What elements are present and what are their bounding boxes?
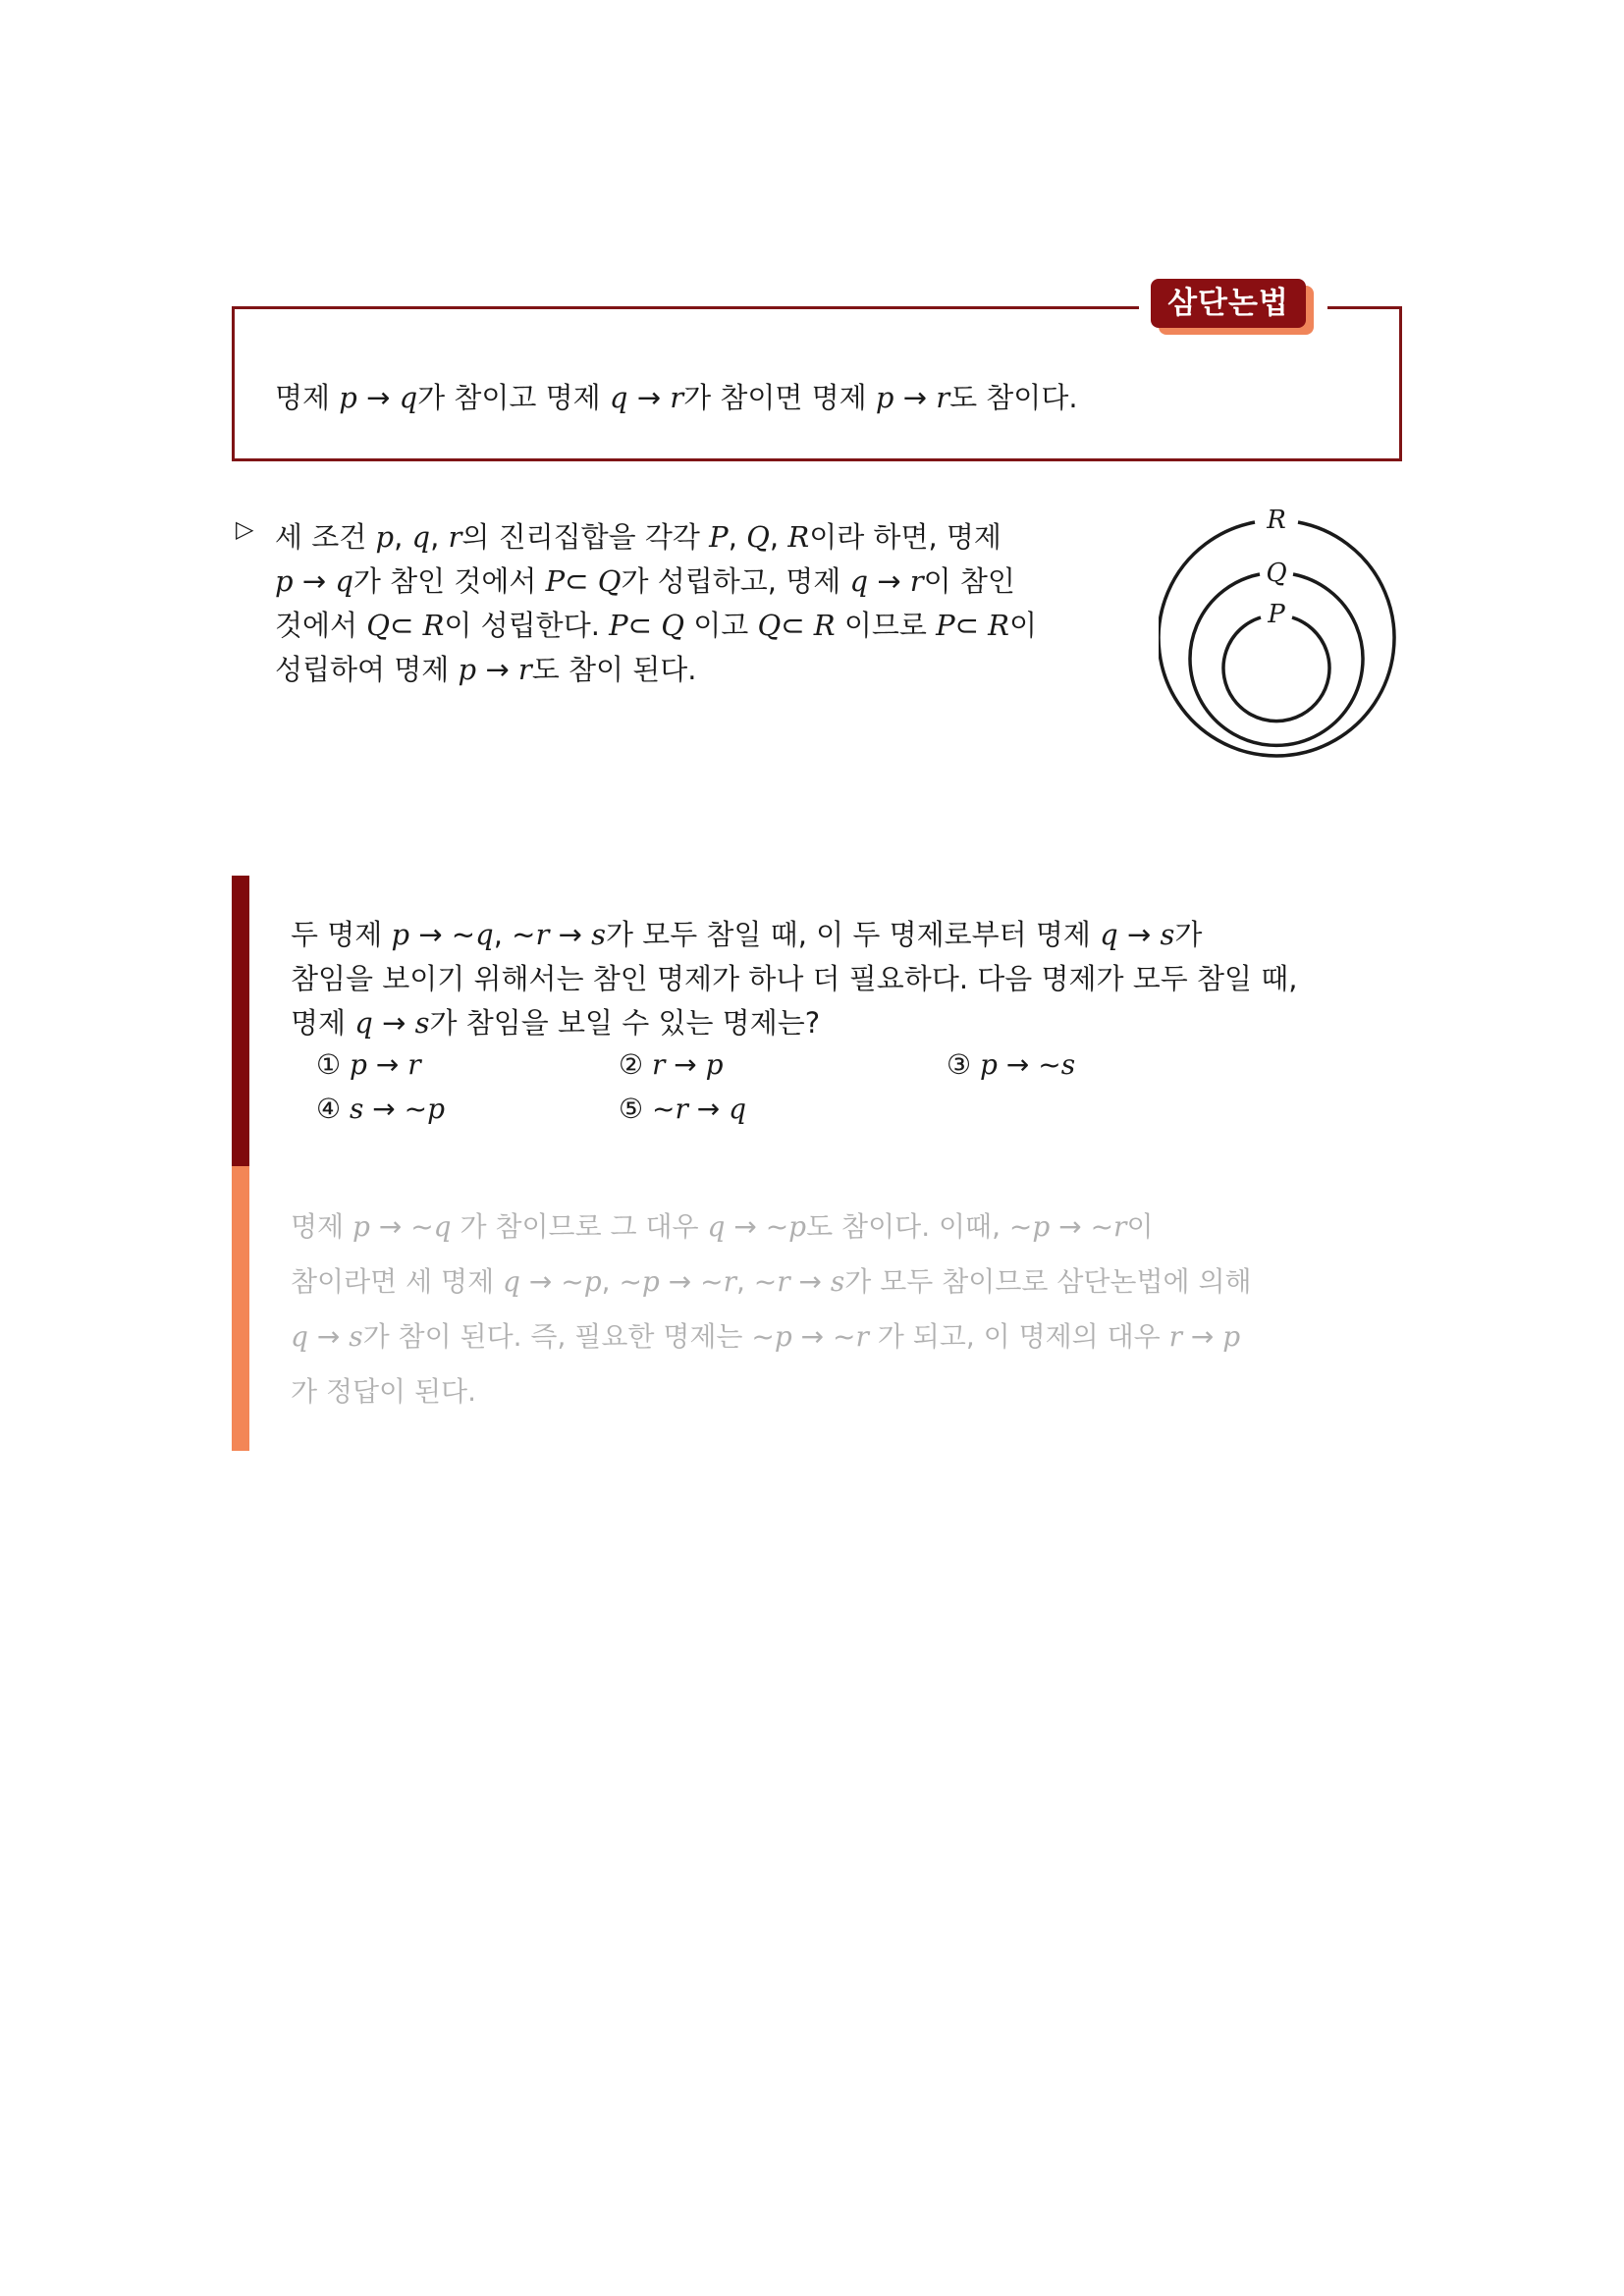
solution-line: 가 정답이 된다. <box>291 1375 476 1408</box>
theorem-statement: 명제 p → q가 참이고 명제 q → r가 참이면 명제 p → r도 참이다. <box>275 381 1078 414</box>
explanation-line: 것에서 Q⊂ R이 성립한다. P⊂ Q 이고 Q⊂ R 이므로 P⊂ R이 <box>275 609 1037 642</box>
explanation-line: 성립하여 명제 p → r도 참이 된다. <box>275 653 697 686</box>
label-Q: Q <box>1266 559 1287 588</box>
circle-P <box>1223 617 1329 721</box>
label-P: P <box>1268 600 1285 629</box>
solution-line: q → s가 참이 된다. 즉, 필요한 명제는 ~p → ~r 가 되고, 이 명제의 대우 r → p <box>291 1320 1241 1353</box>
solution-line: 참이라면 세 명제 q → ~p, ~p → ~r, ~r → s가 모두 참이므로 삼단논법에 의해 <box>291 1265 1252 1298</box>
choice-2[interactable]: ② r → p <box>619 1048 724 1081</box>
question-line: 명제 q → s가 참임을 보일 수 있는 명제는? <box>291 1006 821 1040</box>
triangle-arrow-icon: ▷ <box>236 515 254 543</box>
explanation-line: 세 조건 p, q, r의 진리집합을 각각 P, Q, R이라 하면, 명제 <box>275 520 1001 554</box>
venn-diagram <box>1159 501 1414 766</box>
question-accent-bar <box>232 876 249 1166</box>
question-line: 두 명제 p → ~q, ~r → s가 모두 참일 때, 이 두 명제로부터 명제 q → s가 <box>291 918 1203 951</box>
choice-5[interactable]: ⑤ ~r → q <box>619 1093 747 1125</box>
choice-3[interactable]: ③ p → ~s <box>947 1048 1076 1081</box>
theorem-badge: 삼단논법 <box>1151 279 1306 328</box>
choice-4[interactable]: ④ s → ~p <box>316 1093 446 1125</box>
label-R: R <box>1267 506 1286 535</box>
choice-1[interactable]: ① p → r <box>316 1048 421 1081</box>
solution-accent-bar <box>232 1166 249 1451</box>
question-line: 참임을 보이기 위해서는 참인 명제가 하나 더 필요하다. 다음 명제가 모두 참일 때, <box>291 962 1298 995</box>
explanation-line: p → q가 참인 것에서 P⊂ Q가 성립하고, 명제 q → r이 참인 <box>275 564 1015 598</box>
solution-line: 명제 p → ~q 가 참이므로 그 대우 q → ~p도 참이다. 이때, ~p → ~r이 <box>291 1210 1154 1243</box>
